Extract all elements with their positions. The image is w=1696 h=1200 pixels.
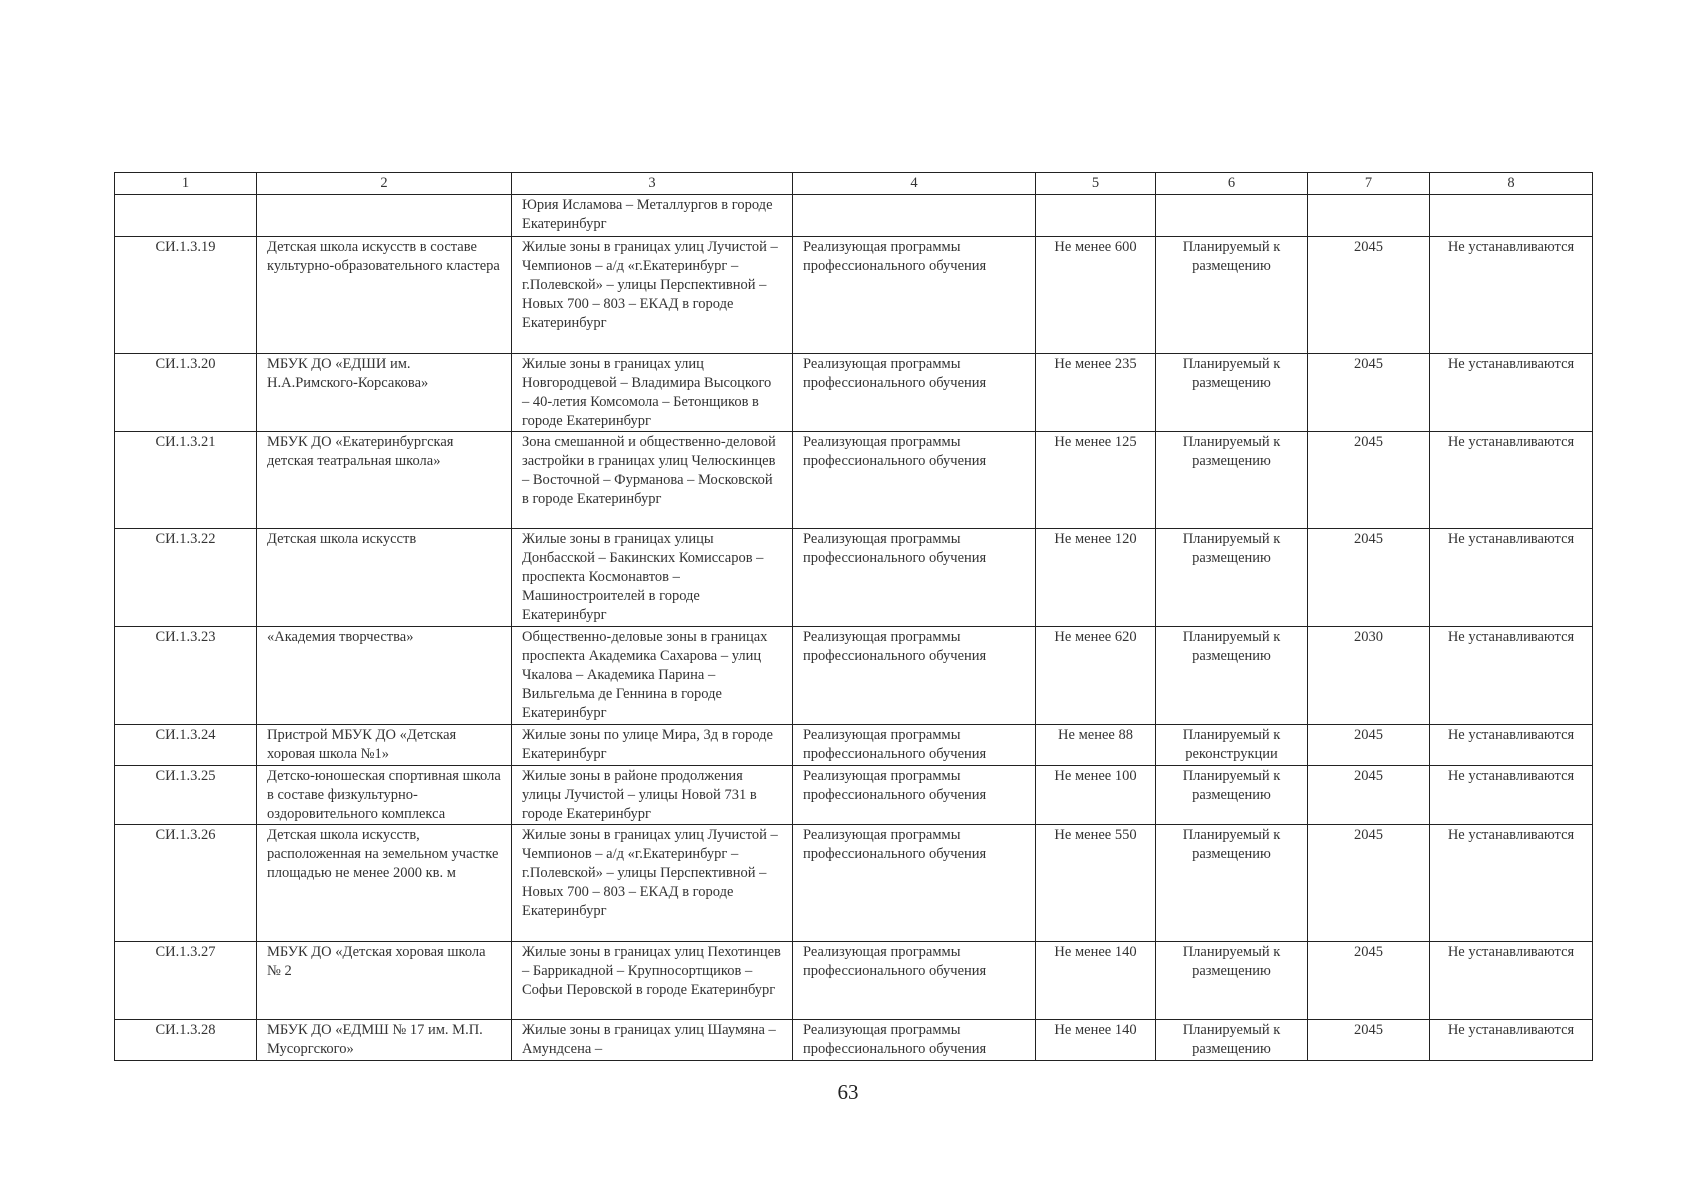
cell-zones: Не устанавливаются (1430, 725, 1593, 766)
table-row (115, 237, 1593, 354)
cell-location: Жилые зоны в границах улиц Лучистой – Чемпионов – а/д «г.Екатеринбург – г.Полевской» – улицы Перспективной – Новых 700 – 803 – ЕКАД в городе Екатеринбург (512, 825, 793, 942)
column-header: 5 (1036, 173, 1156, 195)
cell-capacity: Не менее 125 (1036, 432, 1156, 529)
cell-year: 2045 (1308, 432, 1430, 529)
cell-zones (1430, 195, 1593, 237)
cell-zones: Не устанавливаются (1430, 825, 1593, 942)
table-row (115, 1020, 1593, 1061)
cell-type: Реализующая программы профессионального обучения (793, 354, 1036, 432)
cell-capacity (1036, 195, 1156, 237)
cell-capacity: Не менее 140 (1036, 942, 1156, 1020)
cell-zones: Не устанавливаются (1430, 354, 1593, 432)
cell-status: Планируемый к размещению (1156, 354, 1308, 432)
cell-name: Детско-юношеская спортивная школа в составе физкультурно-оздоровительного комплекса (257, 766, 512, 825)
cell-location: Жилые зоны в границах улицы Донбасской – Бакинских Комиссаров – проспекта Космонавтов – Машиностроителей в городе Екатеринбург (512, 529, 793, 627)
cell-status: Планируемый к размещению (1156, 627, 1308, 725)
cell-code: СИ.1.3.23 (115, 627, 257, 725)
cell-year: 2045 (1308, 725, 1430, 766)
cell-name (257, 195, 512, 237)
cell-type: Реализующая программы профессионального обучения (793, 942, 1036, 1020)
cell-year (1308, 195, 1430, 237)
cell-capacity: Не менее 620 (1036, 627, 1156, 725)
cell-status: Планируемый к размещению (1156, 432, 1308, 529)
cell-code: СИ.1.3.22 (115, 529, 257, 627)
cell-name: Детская школа искусств (257, 529, 512, 627)
cell-year: 2045 (1308, 529, 1430, 627)
cell-code: СИ.1.3.28 (115, 1020, 257, 1061)
cell-name: Детская школа искусств, расположенная на земельном участке площадью не менее 2000 кв. м (257, 825, 512, 942)
cell-status (1156, 195, 1308, 237)
cell-status: Планируемый к размещению (1156, 942, 1308, 1020)
table-row (115, 725, 1593, 766)
table-row (115, 627, 1593, 725)
cell-location: Жилые зоны в границах улиц Пехотинцев – Баррикадной – Крупносортщиков – Софьи Перовской в городе Екатеринбург (512, 942, 793, 1020)
cell-type: Реализующая программы профессионального обучения (793, 825, 1036, 942)
cell-year: 2045 (1308, 825, 1430, 942)
header-row (115, 173, 1593, 195)
cell-year: 2030 (1308, 627, 1430, 725)
cell-type (793, 195, 1036, 237)
cell-location: Жилые зоны в границах улиц Новгородцевой – Владимира Высоцкого – 40-летия Комсомола – Бетонщиков в городе Екатеринбург (512, 354, 793, 432)
cell-type: Реализующая программы профессионального обучения (793, 627, 1036, 725)
cell-year: 2045 (1308, 237, 1430, 354)
cell-location: Жилые зоны в границах улиц Шаумяна – Амундсена – (512, 1020, 793, 1061)
cell-type: Реализующая программы профессионального обучения (793, 432, 1036, 529)
column-header: 1 (115, 173, 257, 195)
cell-name: Детская школа искусств в составе культурно-образовательного кластера (257, 237, 512, 354)
cell-zones: Не устанавливаются (1430, 942, 1593, 1020)
cell-name: МБУК ДО «Екатеринбургская детская театральная школа» (257, 432, 512, 529)
column-header: 6 (1156, 173, 1308, 195)
cell-capacity: Не менее 100 (1036, 766, 1156, 825)
cell-zones: Не устанавливаются (1430, 237, 1593, 354)
column-header: 8 (1430, 173, 1593, 195)
column-header: 7 (1308, 173, 1430, 195)
column-header: 3 (512, 173, 793, 195)
cell-location: Общественно-деловые зоны в границах проспекта Академика Сахарова – улиц Чкалова – Академика Парина – Вильгельма де Геннина в городе Екатеринбург (512, 627, 793, 725)
cell-location: Жилые зоны в границах улиц Лучистой – Чемпионов – а/д «г.Екатеринбург – г.Полевской» – улицы Перспективной – Новых 700 – 803 – ЕКАД в городе Екатеринбург (512, 237, 793, 354)
cell-zones: Не устанавливаются (1430, 529, 1593, 627)
cell-capacity: Не менее 235 (1036, 354, 1156, 432)
cell-location: Жилые зоны в районе продолжения улицы Лучистой – улицы Новой 731 в городе Екатеринбург (512, 766, 793, 825)
cell-capacity: Не менее 600 (1036, 237, 1156, 354)
column-header: 4 (793, 173, 1036, 195)
page-number: 63 (837, 1080, 859, 1104)
cell-code: СИ.1.3.25 (115, 766, 257, 825)
cell-name: МБУК ДО «Детская хоровая школа № 2 (257, 942, 512, 1020)
cell-name: Пристрой МБУК ДО «Детская хоровая школа №1» (257, 725, 512, 766)
cell-year: 2045 (1308, 766, 1430, 825)
cell-code: СИ.1.3.27 (115, 942, 257, 1020)
table-row (115, 354, 1593, 432)
table-row (115, 766, 1593, 825)
table-row (115, 195, 1593, 237)
cell-location: Зона смешанной и общественно-деловой застройки в границах улиц Челюскинцев – Восточной – Фурманова – Московской в городе Екатеринбург (512, 432, 793, 529)
cell-year: 2045 (1308, 354, 1430, 432)
cell-code: СИ.1.3.26 (115, 825, 257, 942)
cell-year: 2045 (1308, 942, 1430, 1020)
cell-capacity: Не менее 120 (1036, 529, 1156, 627)
cell-type: Реализующая программы профессионального обучения (793, 529, 1036, 627)
cell-status: Планируемый к размещению (1156, 529, 1308, 627)
column-header: 2 (257, 173, 512, 195)
cell-code (115, 195, 257, 237)
cell-capacity: Не менее 550 (1036, 825, 1156, 942)
cell-code: СИ.1.3.21 (115, 432, 257, 529)
cell-name: «Академия творчества» (257, 627, 512, 725)
cell-code: СИ.1.3.20 (115, 354, 257, 432)
cell-type: Реализующая программы профессионального обучения (793, 237, 1036, 354)
cell-zones: Не устанавливаются (1430, 627, 1593, 725)
cell-zones: Не устанавливаются (1430, 1020, 1593, 1061)
cell-location: Юрия Исламова – Металлургов в городе Екатеринбург (512, 195, 793, 237)
cell-type: Реализующая программы профессионального обучения (793, 725, 1036, 766)
table-header (115, 173, 1593, 195)
cell-year: 2045 (1308, 1020, 1430, 1061)
cell-name: МБУК ДО «ЕДМШ № 17 им. М.П. Мусоргского» (257, 1020, 512, 1061)
cell-type: Реализующая программы профессионального обучения (793, 1020, 1036, 1061)
facilities-table (114, 172, 1593, 1061)
table-row (115, 432, 1593, 529)
cell-status: Планируемый к размещению (1156, 237, 1308, 354)
cell-type: Реализующая программы профессионального обучения (793, 766, 1036, 825)
cell-capacity: Не менее 140 (1036, 1020, 1156, 1061)
cell-status: Планируемый к реконструкции (1156, 725, 1308, 766)
cell-location: Жилые зоны по улице Мира, 3д в городе Екатеринбург (512, 725, 793, 766)
table-row (115, 942, 1593, 1020)
table-row (115, 529, 1593, 627)
cell-status: Планируемый к размещению (1156, 825, 1308, 942)
cell-capacity: Не менее 88 (1036, 725, 1156, 766)
cell-code: СИ.1.3.24 (115, 725, 257, 766)
cell-status: Планируемый к размещению (1156, 1020, 1308, 1061)
table-body (115, 195, 1593, 1061)
table-row (115, 825, 1593, 942)
cell-zones: Не устанавливаются (1430, 766, 1593, 825)
cell-status: Планируемый к размещению (1156, 766, 1308, 825)
cell-zones: Не устанавливаются (1430, 432, 1593, 529)
cell-name: МБУК ДО «ЕДШИ им. Н.А.Римского-Корсакова» (257, 354, 512, 432)
cell-code: СИ.1.3.19 (115, 237, 257, 354)
